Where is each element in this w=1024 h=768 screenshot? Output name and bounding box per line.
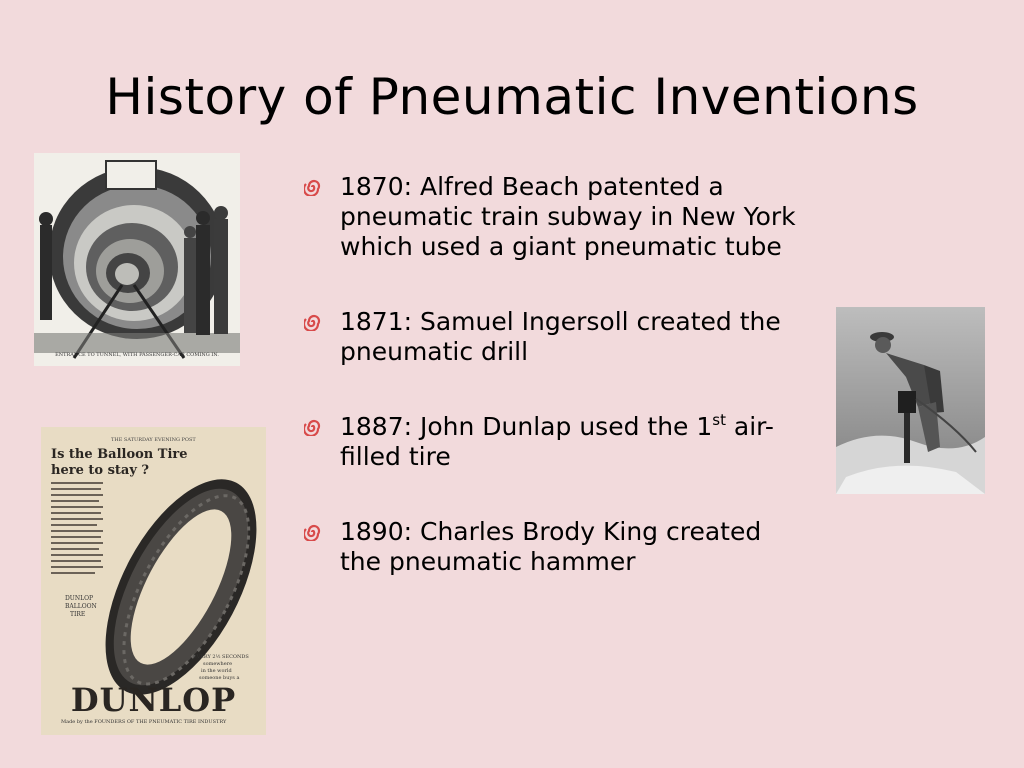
ad-note-4: someone buys a <box>199 675 240 681</box>
bullet-text: 1871: Samuel Ingersoll created the pneumatic drill <box>340 307 781 366</box>
spiral-bullet-icon <box>304 313 322 331</box>
slide-title: History of Pneumatic Inventions <box>105 68 919 126</box>
bullet-item <box>300 517 800 577</box>
ad-headline-1: Is the Balloon Tire <box>51 447 188 462</box>
bullet-item <box>300 307 800 367</box>
bullet-text: 1870: Alfred Beach patented a pneumatic train subway in New York which used a giant pneumatic tube <box>340 172 796 261</box>
subway-tunnel-image <box>34 153 240 366</box>
spiral-bullet-icon <box>304 178 322 196</box>
ad-side-label-1: DUNLOP <box>65 595 94 602</box>
bullet-text-continued: air-filled tire <box>340 412 774 471</box>
ad-note-2: somewhere <box>203 661 233 667</box>
ad-header: THE SATURDAY EVENING POST <box>111 437 196 443</box>
subway-caption: ENTRANCE TO TUNNEL, WITH PASSENGER-CAR COMING IN. <box>55 352 219 358</box>
ad-note-3: in the world <box>201 668 232 674</box>
ad-footer: Made by the FOUNDERS OF THE PNEUMATIC TIRE INDUSTRY <box>61 719 227 725</box>
spiral-bullet-icon <box>304 418 322 436</box>
ad-side-label-2: BALLOON <box>65 603 97 610</box>
ad-headline-2: here to stay ? <box>51 463 150 478</box>
dunlop-ad-image <box>41 427 266 735</box>
jackhammer-worker-image <box>836 307 985 494</box>
bullet-text: 1890: Charles Brody King created the pneumatic hammer <box>340 517 762 576</box>
bullet-list <box>300 172 800 622</box>
bullet-item <box>300 172 800 262</box>
spiral-bullet-icon <box>304 523 322 541</box>
bullet-item <box>300 412 800 472</box>
ad-brand: DUNLOP <box>70 681 237 719</box>
ordinal-superscript: st <box>712 411 726 429</box>
ad-side-label-3: TIRE <box>70 611 86 618</box>
ad-note-1: EVERY 2½ SECONDS <box>193 654 249 660</box>
bullet-text: 1887: John Dunlap used the 1 <box>340 412 713 441</box>
